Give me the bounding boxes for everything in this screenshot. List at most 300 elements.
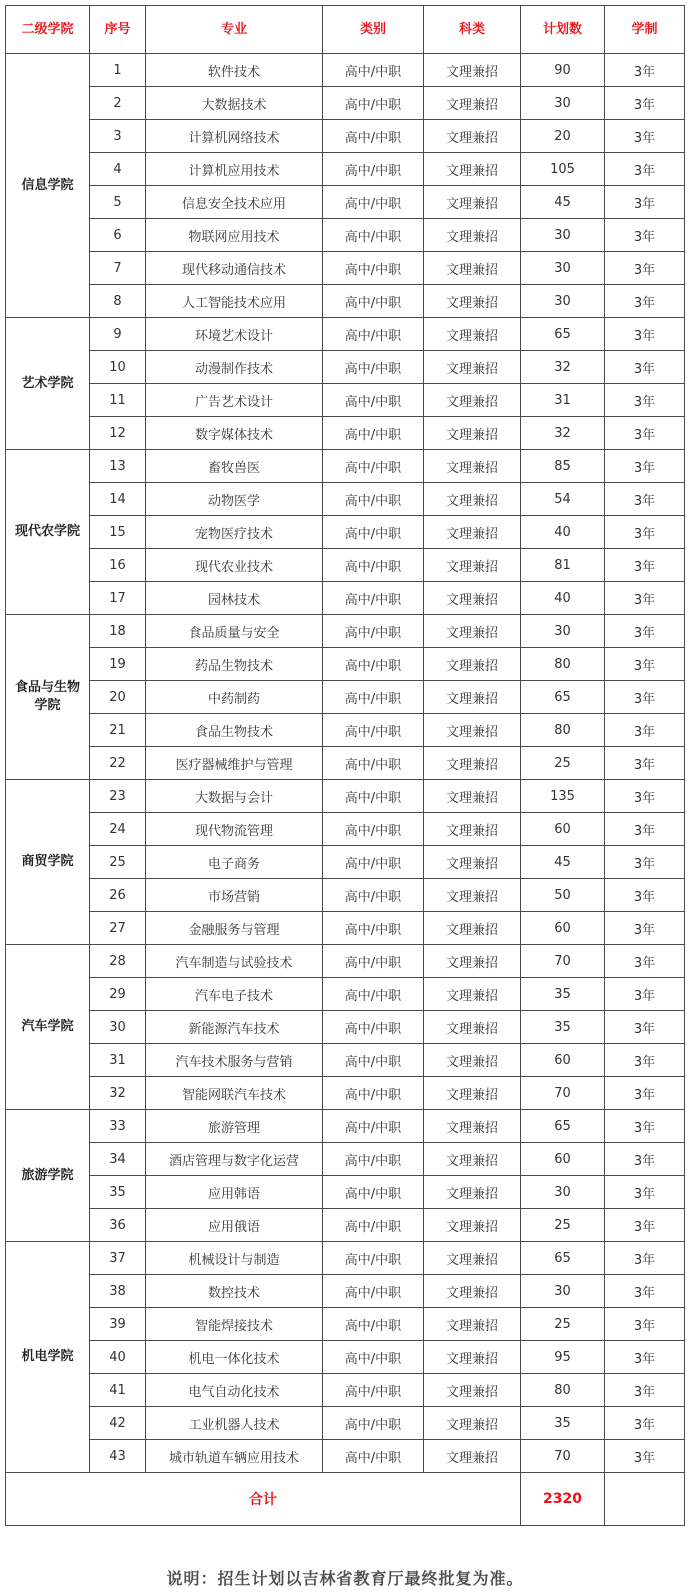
plan-count-cell: 65 (521, 1242, 605, 1275)
table-row (6, 912, 685, 945)
seq-cell: 9 (90, 318, 146, 351)
table-row (6, 120, 685, 153)
subject-cell: 文理兼招 (424, 1242, 521, 1275)
table-row (6, 1143, 685, 1176)
major-cell: 旅游管理 (146, 1110, 323, 1143)
duration-cell: 3年 (605, 483, 685, 516)
plan-count-cell: 20 (521, 120, 605, 153)
seq-cell: 29 (90, 978, 146, 1011)
category-cell: 高中/中职 (323, 1077, 424, 1110)
duration-cell: 3年 (605, 1341, 685, 1374)
subject-cell: 文理兼招 (424, 1275, 521, 1308)
seq-cell: 3 (90, 120, 146, 153)
table-row (6, 1275, 685, 1308)
duration-cell: 3年 (605, 450, 685, 483)
category-cell: 高中/中职 (323, 1374, 424, 1407)
major-cell: 应用韩语 (146, 1176, 323, 1209)
table-row (6, 714, 685, 747)
subject-cell: 文理兼招 (424, 747, 521, 780)
major-cell: 园林技术 (146, 582, 323, 615)
header-years: 学制 (605, 6, 685, 54)
major-cell: 大数据技术 (146, 87, 323, 120)
seq-cell: 38 (90, 1275, 146, 1308)
seq-cell: 16 (90, 549, 146, 582)
table-row (6, 549, 685, 582)
duration-cell: 3年 (605, 1374, 685, 1407)
table-row (6, 813, 685, 846)
subject-cell: 文理兼招 (424, 252, 521, 285)
major-cell: 城市轨道车辆应用技术 (146, 1440, 323, 1473)
subject-cell: 文理兼招 (424, 1011, 521, 1044)
subject-cell: 文理兼招 (424, 1176, 521, 1209)
category-cell: 高中/中职 (323, 1308, 424, 1341)
plan-count-cell: 30 (521, 1275, 605, 1308)
plan-count-cell: 95 (521, 1341, 605, 1374)
major-cell: 新能源汽车技术 (146, 1011, 323, 1044)
subject-cell: 文理兼招 (424, 516, 521, 549)
table-row (6, 1077, 685, 1110)
category-cell: 高中/中职 (323, 252, 424, 285)
seq-cell: 41 (90, 1374, 146, 1407)
seq-cell: 24 (90, 813, 146, 846)
table-row (6, 417, 685, 450)
major-cell: 现代移动通信技术 (146, 252, 323, 285)
table-row (6, 945, 685, 978)
category-cell: 高中/中职 (323, 714, 424, 747)
subject-cell: 文理兼招 (424, 87, 521, 120)
plan-count-cell: 25 (521, 1308, 605, 1341)
category-cell: 高中/中职 (323, 87, 424, 120)
duration-cell: 3年 (605, 252, 685, 285)
duration-cell: 3年 (605, 582, 685, 615)
table-row (6, 219, 685, 252)
seq-cell: 40 (90, 1341, 146, 1374)
seq-cell: 35 (90, 1176, 146, 1209)
major-cell: 酒店管理与数字化运营 (146, 1143, 323, 1176)
total-label: 合计 (6, 1473, 521, 1526)
major-cell: 金融服务与管理 (146, 912, 323, 945)
duration-cell: 3年 (605, 318, 685, 351)
plan-count-cell: 65 (521, 318, 605, 351)
plan-count-cell: 60 (521, 1143, 605, 1176)
duration-cell: 3年 (605, 615, 685, 648)
header-no: 序号 (90, 6, 146, 54)
duration-cell: 3年 (605, 648, 685, 681)
college-cell: 食品与生物学院 (6, 615, 90, 780)
major-cell: 机电一体化技术 (146, 1341, 323, 1374)
table-row (6, 351, 685, 384)
plan-count-cell: 90 (521, 54, 605, 87)
subject-cell: 文理兼招 (424, 120, 521, 153)
subject-cell: 文理兼招 (424, 1308, 521, 1341)
duration-cell: 3年 (605, 186, 685, 219)
seq-cell: 39 (90, 1308, 146, 1341)
category-cell: 高中/中职 (323, 1242, 424, 1275)
subject-cell: 文理兼招 (424, 648, 521, 681)
major-cell: 汽车技术服务与营销 (146, 1044, 323, 1077)
plan-count-cell: 25 (521, 1209, 605, 1242)
seq-cell: 32 (90, 1077, 146, 1110)
duration-cell: 3年 (605, 1044, 685, 1077)
category-cell: 高中/中职 (323, 120, 424, 153)
seq-cell: 21 (90, 714, 146, 747)
plan-count-cell: 60 (521, 813, 605, 846)
subject-cell: 文理兼招 (424, 978, 521, 1011)
category-cell: 高中/中职 (323, 351, 424, 384)
subject-cell: 文理兼招 (424, 483, 521, 516)
duration-cell: 3年 (605, 978, 685, 1011)
total-empty-cell (605, 1473, 685, 1526)
header-subject: 科类 (424, 6, 521, 54)
table-row (6, 285, 685, 318)
plan-count-cell: 40 (521, 516, 605, 549)
duration-cell: 3年 (605, 549, 685, 582)
duration-cell: 3年 (605, 1242, 685, 1275)
plan-count-cell: 54 (521, 483, 605, 516)
plan-count-cell: 85 (521, 450, 605, 483)
duration-cell: 3年 (605, 1077, 685, 1110)
major-cell: 大数据与会计 (146, 780, 323, 813)
total-value: 2320 (521, 1473, 605, 1526)
plan-count-cell: 30 (521, 219, 605, 252)
header-row (6, 6, 685, 54)
seq-cell: 19 (90, 648, 146, 681)
seq-cell: 20 (90, 681, 146, 714)
subject-cell: 文理兼招 (424, 417, 521, 450)
category-cell: 高中/中职 (323, 780, 424, 813)
seq-cell: 4 (90, 153, 146, 186)
seq-cell: 37 (90, 1242, 146, 1275)
table-row (6, 615, 685, 648)
plan-count-cell: 25 (521, 747, 605, 780)
major-cell: 计算机应用技术 (146, 153, 323, 186)
subject-cell: 文理兼招 (424, 153, 521, 186)
header-plan: 计划数 (521, 6, 605, 54)
plan-count-cell: 70 (521, 1077, 605, 1110)
category-cell: 高中/中职 (323, 1407, 424, 1440)
subject-cell: 文理兼招 (424, 318, 521, 351)
duration-cell: 3年 (605, 417, 685, 450)
subject-cell: 文理兼招 (424, 681, 521, 714)
table-body (6, 54, 685, 1526)
seq-cell: 5 (90, 186, 146, 219)
seq-cell: 13 (90, 450, 146, 483)
duration-cell: 3年 (605, 747, 685, 780)
table-row (6, 1044, 685, 1077)
duration-cell: 3年 (605, 1209, 685, 1242)
category-cell: 高中/中职 (323, 1209, 424, 1242)
subject-cell: 文理兼招 (424, 1374, 521, 1407)
category-cell: 高中/中职 (323, 912, 424, 945)
plan-count-cell: 35 (521, 1407, 605, 1440)
plan-count-cell: 30 (521, 87, 605, 120)
seq-cell: 17 (90, 582, 146, 615)
duration-cell: 3年 (605, 945, 685, 978)
category-cell: 高中/中职 (323, 978, 424, 1011)
subject-cell: 文理兼招 (424, 846, 521, 879)
major-cell: 中药制药 (146, 681, 323, 714)
plan-count-cell: 32 (521, 351, 605, 384)
college-cell: 汽车学院 (6, 945, 90, 1110)
category-cell: 高中/中职 (323, 615, 424, 648)
subject-cell: 文理兼招 (424, 285, 521, 318)
subject-cell: 文理兼招 (424, 912, 521, 945)
category-cell: 高中/中职 (323, 483, 424, 516)
major-cell: 人工智能技术应用 (146, 285, 323, 318)
college-cell: 旅游学院 (6, 1110, 90, 1242)
category-cell: 高中/中职 (323, 1143, 424, 1176)
major-cell: 信息安全技术应用 (146, 186, 323, 219)
seq-cell: 31 (90, 1044, 146, 1077)
duration-cell: 3年 (605, 285, 685, 318)
subject-cell: 文理兼招 (424, 54, 521, 87)
subject-cell: 文理兼招 (424, 1110, 521, 1143)
seq-cell: 30 (90, 1011, 146, 1044)
table-row (6, 1374, 685, 1407)
table-row (6, 648, 685, 681)
duration-cell: 3年 (605, 1440, 685, 1473)
duration-cell: 3年 (605, 1110, 685, 1143)
major-cell: 智能网联汽车技术 (146, 1077, 323, 1110)
table-row (6, 1209, 685, 1242)
table-row (6, 978, 685, 1011)
plan-count-cell: 30 (521, 1176, 605, 1209)
table-row (6, 153, 685, 186)
plan-count-cell: 81 (521, 549, 605, 582)
category-cell: 高中/中职 (323, 879, 424, 912)
duration-cell: 3年 (605, 912, 685, 945)
college-cell: 商贸学院 (6, 780, 90, 945)
plan-count-cell: 80 (521, 1374, 605, 1407)
major-cell: 汽车制造与试验技术 (146, 945, 323, 978)
duration-cell: 3年 (605, 1308, 685, 1341)
header-category: 类别 (323, 6, 424, 54)
seq-cell: 12 (90, 417, 146, 450)
plan-count-cell: 30 (521, 615, 605, 648)
seq-cell: 36 (90, 1209, 146, 1242)
table-row (6, 483, 685, 516)
college-cell: 现代农学院 (6, 450, 90, 615)
table-row (6, 1308, 685, 1341)
category-cell: 高中/中职 (323, 1011, 424, 1044)
subject-cell: 文理兼招 (424, 219, 521, 252)
major-cell: 食品质量与安全 (146, 615, 323, 648)
major-cell: 物联网应用技术 (146, 219, 323, 252)
seq-cell: 26 (90, 879, 146, 912)
duration-cell: 3年 (605, 846, 685, 879)
major-cell: 动物医学 (146, 483, 323, 516)
table-row (6, 1176, 685, 1209)
total-row (6, 1473, 685, 1526)
subject-cell: 文理兼招 (424, 1440, 521, 1473)
major-cell: 广告艺术设计 (146, 384, 323, 417)
table-row (6, 1440, 685, 1473)
plan-count-cell: 65 (521, 1110, 605, 1143)
table-row (6, 1407, 685, 1440)
plan-count-cell: 80 (521, 648, 605, 681)
category-cell: 高中/中职 (323, 219, 424, 252)
college-cell: 艺术学院 (6, 318, 90, 450)
plan-count-cell: 35 (521, 1011, 605, 1044)
seq-cell: 6 (90, 219, 146, 252)
seq-cell: 34 (90, 1143, 146, 1176)
major-cell: 环境艺术设计 (146, 318, 323, 351)
subject-cell: 文理兼招 (424, 384, 521, 417)
duration-cell: 3年 (605, 1176, 685, 1209)
major-cell: 食品生物技术 (146, 714, 323, 747)
duration-cell: 3年 (605, 120, 685, 153)
subject-cell: 文理兼招 (424, 1407, 521, 1440)
major-cell: 电子商务 (146, 846, 323, 879)
plan-count-cell: 65 (521, 681, 605, 714)
major-cell: 医疗器械维护与管理 (146, 747, 323, 780)
table-row (6, 450, 685, 483)
subject-cell: 文理兼招 (424, 945, 521, 978)
subject-cell: 文理兼招 (424, 450, 521, 483)
duration-cell: 3年 (605, 813, 685, 846)
seq-cell: 33 (90, 1110, 146, 1143)
subject-cell: 文理兼招 (424, 714, 521, 747)
plan-count-cell: 105 (521, 153, 605, 186)
duration-cell: 3年 (605, 153, 685, 186)
table-row (6, 879, 685, 912)
table-row (6, 681, 685, 714)
plan-count-cell: 40 (521, 582, 605, 615)
subject-cell: 文理兼招 (424, 1044, 521, 1077)
plan-count-cell: 31 (521, 384, 605, 417)
table-row (6, 1110, 685, 1143)
duration-cell: 3年 (605, 714, 685, 747)
subject-cell: 文理兼招 (424, 549, 521, 582)
subject-cell: 文理兼招 (424, 879, 521, 912)
college-cell: 机电学院 (6, 1242, 90, 1473)
major-cell: 汽车电子技术 (146, 978, 323, 1011)
seq-cell: 14 (90, 483, 146, 516)
table-row (6, 1341, 685, 1374)
category-cell: 高中/中职 (323, 153, 424, 186)
seq-cell: 43 (90, 1440, 146, 1473)
seq-cell: 23 (90, 780, 146, 813)
major-cell: 工业机器人技术 (146, 1407, 323, 1440)
plan-count-cell: 50 (521, 879, 605, 912)
table-row (6, 582, 685, 615)
subject-cell: 文理兼招 (424, 780, 521, 813)
plan-count-cell: 70 (521, 1440, 605, 1473)
major-cell: 软件技术 (146, 54, 323, 87)
seq-cell: 27 (90, 912, 146, 945)
plan-count-cell: 135 (521, 780, 605, 813)
major-cell: 数控技术 (146, 1275, 323, 1308)
category-cell: 高中/中职 (323, 1275, 424, 1308)
plan-count-cell: 60 (521, 912, 605, 945)
seq-cell: 22 (90, 747, 146, 780)
category-cell: 高中/中职 (323, 1176, 424, 1209)
major-cell: 数字媒体技术 (146, 417, 323, 450)
college-cell: 信息学院 (6, 54, 90, 318)
duration-cell: 3年 (605, 780, 685, 813)
category-cell: 高中/中职 (323, 681, 424, 714)
enrollment-plan-table (5, 5, 685, 1526)
table-row (6, 186, 685, 219)
duration-cell: 3年 (605, 879, 685, 912)
category-cell: 高中/中职 (323, 417, 424, 450)
duration-cell: 3年 (605, 516, 685, 549)
category-cell: 高中/中职 (323, 1341, 424, 1374)
subject-cell: 文理兼招 (424, 813, 521, 846)
major-cell: 应用俄语 (146, 1209, 323, 1242)
category-cell: 高中/中职 (323, 186, 424, 219)
category-cell: 高中/中职 (323, 549, 424, 582)
category-cell: 高中/中职 (323, 1440, 424, 1473)
subject-cell: 文理兼招 (424, 351, 521, 384)
plan-count-cell: 45 (521, 846, 605, 879)
table-row (6, 747, 685, 780)
footnote: 说明：招生计划以吉林省教育厅最终批复为准。 (166, 1569, 524, 1588)
major-cell: 畜牧兽医 (146, 450, 323, 483)
duration-cell: 3年 (605, 1143, 685, 1176)
category-cell: 高中/中职 (323, 516, 424, 549)
table-row (6, 318, 685, 351)
major-cell: 现代物流管理 (146, 813, 323, 846)
table-row (6, 516, 685, 549)
subject-cell: 文理兼招 (424, 615, 521, 648)
category-cell: 高中/中职 (323, 747, 424, 780)
category-cell: 高中/中职 (323, 54, 424, 87)
seq-cell: 15 (90, 516, 146, 549)
major-cell: 计算机网络技术 (146, 120, 323, 153)
plan-count-cell: 70 (521, 945, 605, 978)
seq-cell: 28 (90, 945, 146, 978)
seq-cell: 42 (90, 1407, 146, 1440)
subject-cell: 文理兼招 (424, 1341, 521, 1374)
seq-cell: 8 (90, 285, 146, 318)
duration-cell: 3年 (605, 681, 685, 714)
seq-cell: 7 (90, 252, 146, 285)
category-cell: 高中/中职 (323, 582, 424, 615)
seq-cell: 2 (90, 87, 146, 120)
seq-cell: 18 (90, 615, 146, 648)
header-major: 专业 (146, 6, 323, 54)
major-cell: 宠物医疗技术 (146, 516, 323, 549)
plan-count-cell: 30 (521, 285, 605, 318)
table-row (6, 252, 685, 285)
plan-count-cell: 80 (521, 714, 605, 747)
major-cell: 电气自动化技术 (146, 1374, 323, 1407)
table-row (6, 384, 685, 417)
category-cell: 高中/中职 (323, 384, 424, 417)
category-cell: 高中/中职 (323, 846, 424, 879)
seq-cell: 25 (90, 846, 146, 879)
plan-count-cell: 60 (521, 1044, 605, 1077)
plan-count-cell: 30 (521, 252, 605, 285)
header-college: 二级学院 (6, 6, 90, 54)
duration-cell: 3年 (605, 54, 685, 87)
major-cell: 现代农业技术 (146, 549, 323, 582)
major-cell: 智能焊接技术 (146, 1308, 323, 1341)
table-row (6, 1011, 685, 1044)
duration-cell: 3年 (605, 87, 685, 120)
duration-cell: 3年 (605, 1407, 685, 1440)
category-cell: 高中/中职 (323, 945, 424, 978)
major-cell: 动漫制作技术 (146, 351, 323, 384)
category-cell: 高中/中职 (323, 813, 424, 846)
major-cell: 药品生物技术 (146, 648, 323, 681)
subject-cell: 文理兼招 (424, 1143, 521, 1176)
duration-cell: 3年 (605, 1011, 685, 1044)
category-cell: 高中/中职 (323, 648, 424, 681)
duration-cell: 3年 (605, 384, 685, 417)
plan-count-cell: 35 (521, 978, 605, 1011)
